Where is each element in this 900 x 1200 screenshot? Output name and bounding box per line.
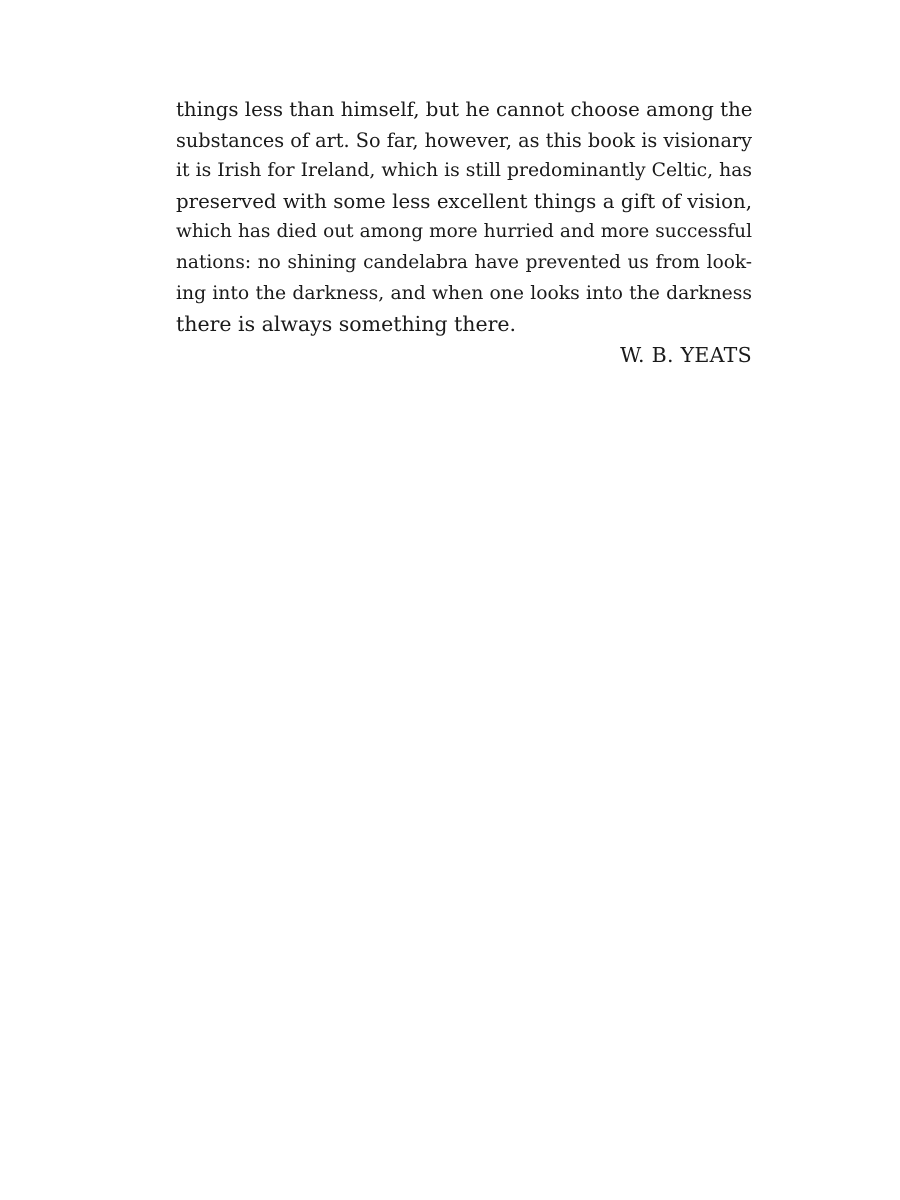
- text-line: it is Irish for Ireland, which is still predominantly Celtic, has: [176, 160, 752, 182]
- text-line: things less than himself, but he cannot choose among the: [176, 98, 752, 121]
- author-signature: W. B. YEATS: [620, 342, 752, 367]
- text-line: preserved with some less excellent things a gift of vision,: [176, 189, 752, 213]
- text-line: nations: no shining candelabra have prevented us from look-: [176, 251, 752, 273]
- text-line-last: there is always something there.: [176, 312, 517, 337]
- body-text: [176, 95, 752, 370]
- text-line: substances of art. So far, however, as this book is visionary: [176, 128, 752, 152]
- text-line: which has died out among more hurried and more successful: [176, 221, 752, 243]
- text-line: ing into the darkness, and when one looks into the darkness: [176, 282, 752, 304]
